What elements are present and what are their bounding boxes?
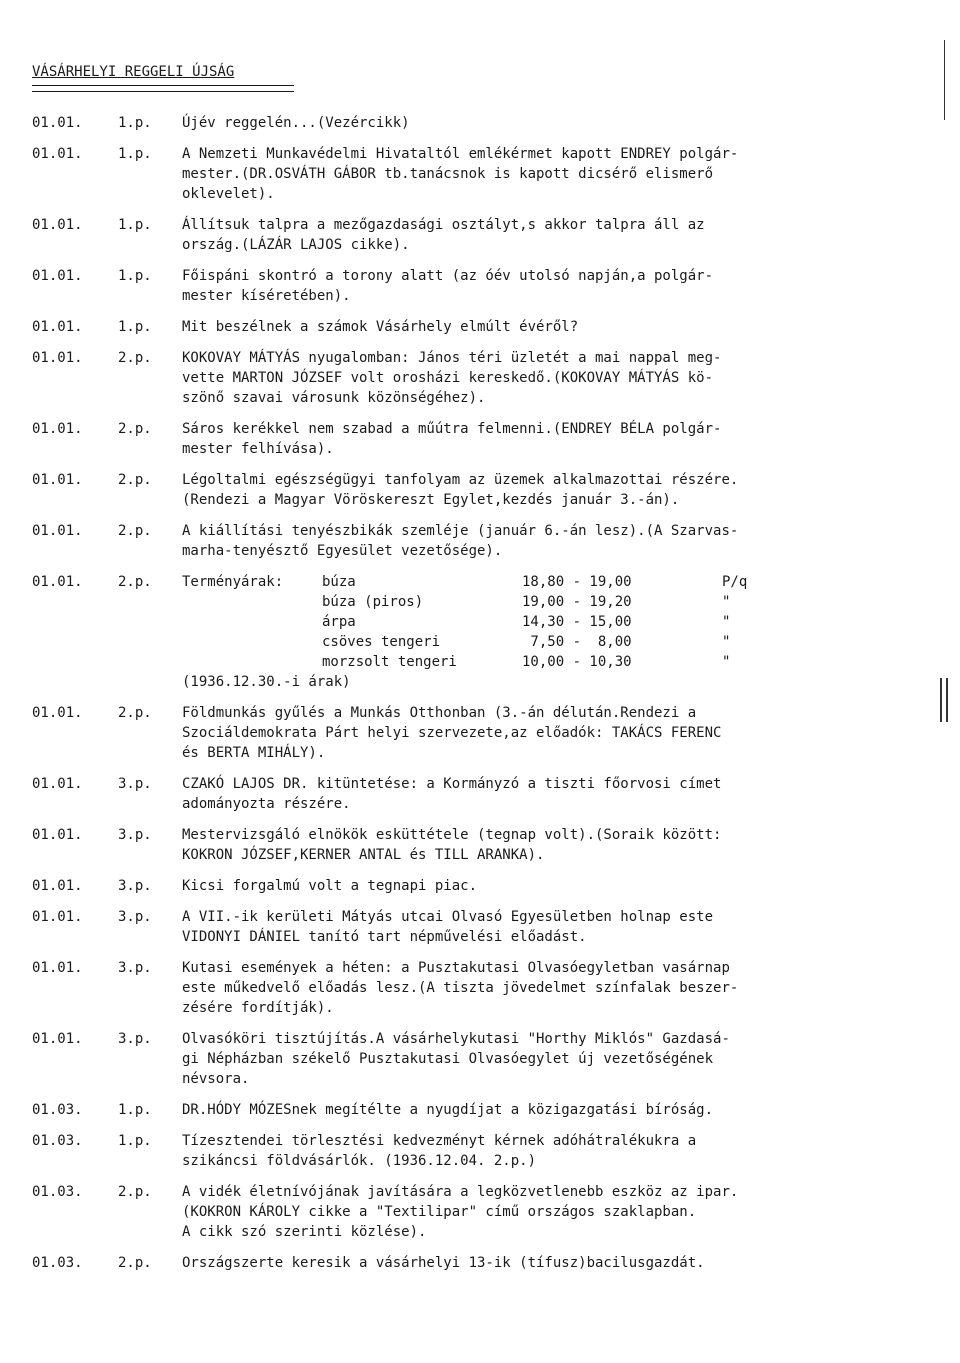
entry-page: 1.p. <box>118 115 152 131</box>
list-item <box>32 703 912 763</box>
entry-text: Kicsi forgalmú volt a tegnapi piac. <box>182 878 478 894</box>
entry-text: Mestervizsgáló elnökök esküttétele (tegnap volt).(Soraik között: KOKRON JÓZSEF,KERNER ANTAL és TILL ARANKA). <box>182 827 722 863</box>
list-item <box>32 317 912 337</box>
entry-text: Főispáni skontró a torony alatt (az óév utolsó napján,a polgár- mester kíséretében). <box>182 268 714 304</box>
margin-bar-right <box>946 678 948 722</box>
list-item <box>32 1029 912 1089</box>
list-item <box>32 521 912 561</box>
entry-page: 1.p. <box>118 1133 152 1149</box>
entry-page: 2.p. <box>118 350 152 366</box>
entry-date: 01.01. <box>32 878 83 894</box>
margin-bar-left <box>940 678 942 722</box>
entry-text: KOKOVAY MÁTYÁS nyugalomban: János téri üzletét a mai nappal meg- vette MARTON JÓZSEF volt orosházi kereskedő.(KOKOVAY MÁTYÁS kö- szönő szavai városunk közönségéhez). <box>182 350 722 406</box>
grain-name: búza (piros) <box>322 594 424 610</box>
list-item <box>32 215 912 255</box>
entry-text: Állítsuk talpra a mezőgazdasági osztályt,s akkor talpra áll az ország.(LÁZÁR LAJOS cikke). <box>182 217 705 253</box>
entry-page: 3.p. <box>118 827 152 843</box>
price-unit: " <box>722 634 731 650</box>
list-item <box>32 958 912 1018</box>
entry-date: 01.01. <box>32 523 83 539</box>
entry-date: 01.01. <box>32 827 83 843</box>
list-item <box>32 470 912 510</box>
list-item <box>32 113 912 133</box>
price-range: 14,30 - 15,00 <box>522 614 632 630</box>
entry-date: 01.01. <box>32 319 83 335</box>
price-table-label: Terményárak: <box>182 574 284 590</box>
entry-text: Légoltalmi egészségügyi tanfolyam az üzemek alkalmazottai részére. (Rendezi a Magyar Vöröskereszt Egylet,kezdés január 3.-án). <box>182 472 739 508</box>
entry-page: 2.p. <box>118 472 152 488</box>
price-unit: " <box>722 654 731 670</box>
entry-page: 3.p. <box>118 909 152 925</box>
grain-name: morzsolt tengeri <box>322 654 457 670</box>
entry-date: 01.01. <box>32 705 83 721</box>
entry-page: 2.p. <box>118 574 152 590</box>
entry-date: 01.03. <box>32 1184 83 1200</box>
grain-name: árpa <box>322 614 356 630</box>
entry-page: 1.p. <box>118 319 152 335</box>
entry-page: 1.p. <box>118 1102 152 1118</box>
grain-name: csöves tengeri <box>322 634 441 650</box>
price-unit: " <box>722 594 731 610</box>
newspaper-title: VÁSÁRHELYI REGGELI ÚJSÁG <box>32 64 235 80</box>
entry-text: DR.HÓDY MÓZESnek megítélte a nyugdíjat a közigazgatási bíróság. <box>182 1102 714 1118</box>
entry-text: Tízesztendei törlesztési kedvezményt kérnek adóhátralékukra a szikáncsi földvásárlók. (1936.12.04. 2.p.) <box>182 1133 697 1169</box>
entry-date: 01.01. <box>32 115 83 131</box>
price-row <box>182 612 882 632</box>
grain-name: búza <box>322 574 356 590</box>
entry-page: 2.p. <box>118 705 152 721</box>
list-item <box>32 876 912 896</box>
list-item <box>32 825 912 865</box>
price-table <box>182 572 882 692</box>
entry-page: 1.p. <box>118 217 152 233</box>
list-item <box>32 907 912 947</box>
price-range: 10,00 - 10,30 <box>522 654 632 670</box>
list-item <box>32 1253 912 1273</box>
entry-page: 3.p. <box>118 878 152 894</box>
entry-date: 01.01. <box>32 268 83 284</box>
price-unit: " <box>722 614 731 630</box>
entry-text: A VII.-ik kerületi Mátyás utcai Olvasó Egyesületben holnap este VIDONYI DÁNIEL tanító tart népművelési előadást. <box>182 909 714 945</box>
entry-text: Olvasóköri tisztújítás.A vásárhelykutasi "Horthy Miklós" Gazdasá- gi Népházban székelő Pusztakutasi Olvasóegylet új vezetőségének névsora. <box>182 1031 730 1087</box>
entry-date: 01.01. <box>32 909 83 925</box>
entry-date: 01.01. <box>32 217 83 233</box>
entry-date: 01.01. <box>32 960 83 976</box>
entry-date: 01.03. <box>32 1102 83 1118</box>
entry-date: 01.01. <box>32 350 83 366</box>
price-range: 18,80 - 19,00 <box>522 574 632 590</box>
list-item <box>32 348 912 408</box>
entry-text: A Nemzeti Munkavédelmi Hivataltól emlékérmet kapott ENDREY polgár- mester.(DR.OSVÁTH GÁBOR tb.tanácsnok is kapott dicsérő elismerő oklevelet). <box>182 146 739 202</box>
entry-page: 1.p. <box>118 146 152 162</box>
entry-page: 2.p. <box>118 1184 152 1200</box>
entry-text: Sáros kerékkel nem szabad a műútra felmenni.(ENDREY BÉLA polgár- mester felhívása). <box>182 421 722 457</box>
price-row <box>182 652 882 672</box>
entry-date: 01.01. <box>32 472 83 488</box>
entry-date: 01.03. <box>32 1133 83 1149</box>
entry-text: Mit beszélnek a számok Vásárhely elmúlt évéről? <box>182 319 579 335</box>
entry-text: Országszerte keresik a vásárhelyi 13-ik (tífusz)bacilusgazdát. <box>182 1255 705 1271</box>
list-item <box>32 1100 912 1120</box>
price-row <box>182 572 882 592</box>
entry-list <box>32 113 912 1284</box>
list-item <box>32 774 912 814</box>
entry-page: 2.p. <box>118 421 152 437</box>
entry-text: Kutasi események a héten: a Pusztakutasi Olvasóegyletban vasárnap este műkedvelő előadás lesz.(A tiszta jövedelmet színfalak beszer- zésére fordítják). <box>182 960 739 1016</box>
entry-text: CZAKÓ LAJOS DR. kitüntetése: a Kormányzó a tiszti főorvosi címet adományozta részére. <box>182 776 722 812</box>
entry-date: 01.03. <box>32 1255 83 1271</box>
list-item <box>32 1131 912 1171</box>
entry-date: 01.01. <box>32 574 83 590</box>
list-item-prices <box>32 572 912 692</box>
margin-tick-top <box>944 40 945 120</box>
list-item <box>32 266 912 306</box>
price-row <box>182 632 882 652</box>
entry-text: A vidék életnívójának javítására a legközvetlenebb eszköz az ipar. (KOKRON KÁROLY cikke a "Textilipar" című országos szaklapban. A cikk szó szerinti közlése). <box>182 1184 739 1240</box>
entry-page: 2.p. <box>118 523 152 539</box>
entry-date: 01.01. <box>32 776 83 792</box>
price-range: 19,00 - 19,20 <box>522 594 632 610</box>
entry-text: Földmunkás gyűlés a Munkás Otthonban (3.-án délután.Rendezi a Szociáldemokrata Párt helyi szervezete,az előadók: TAKÁCS FERENC és BERTA MIHÁLY). <box>182 705 722 761</box>
title-double-underline <box>32 85 294 92</box>
price-range: 7,50 - 8,00 <box>522 634 632 650</box>
entry-page: 3.p. <box>118 776 152 792</box>
entry-date: 01.01. <box>32 421 83 437</box>
entry-date: 01.01. <box>32 1031 83 1047</box>
price-unit: P/q <box>722 574 748 590</box>
entry-page: 3.p. <box>118 960 152 976</box>
entry-text: Újév reggelén...(Vezércikk) <box>182 115 410 131</box>
list-item <box>32 419 912 459</box>
price-date-note: (1936.12.30.-i árak) <box>182 674 351 690</box>
list-item <box>32 144 912 204</box>
entry-page: 2.p. <box>118 1255 152 1271</box>
list-item <box>32 1182 912 1242</box>
entry-date: 01.01. <box>32 146 83 162</box>
entry-page: 3.p. <box>118 1031 152 1047</box>
price-row <box>182 592 882 612</box>
entry-page: 1.p. <box>118 268 152 284</box>
entry-text: A kiállítási tenyészbikák szemléje (január 6.-án lesz).(A Szarvas- marha-tenyésztő Egyesület vezetősége). <box>182 523 739 559</box>
